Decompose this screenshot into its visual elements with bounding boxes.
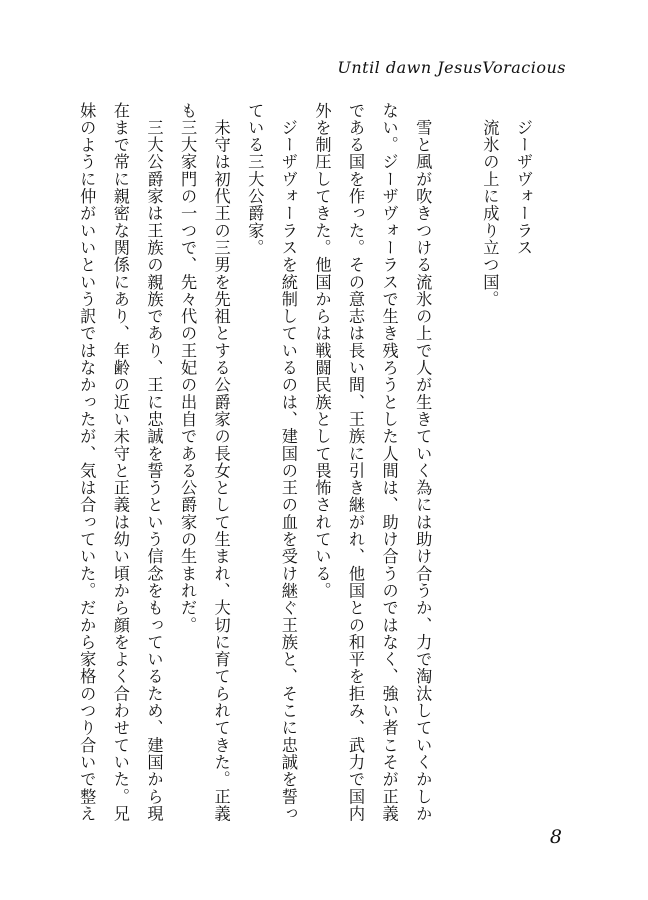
text-line: 妹のように仲がいいという訳ではなかったが、気は合っていた。だから家格のつり合いで整え bbox=[77, 102, 97, 823]
text-line: 未守は初代王の三男を先祖とする公爵家の長女として生まれ、大切に育てられてきた。正義 bbox=[211, 102, 231, 823]
running-header: Until dawn JesusVoracious bbox=[337, 58, 566, 77]
text-line: 外を制圧してきた。他国からは戦闘民族として畏怖されている。 bbox=[312, 102, 332, 600]
text-line: 流氷の上に成り立つ国。 bbox=[480, 102, 500, 308]
text-line: 雪と風が吹きつける流氷の上で人が生きていく為には助け合うか、力で淘汰していくかしか bbox=[413, 102, 433, 823]
text-line: 在まで常に親密な関係にあり、年齢の近い未守と正義は幼い頃から顔をよく合わせていた。兄 bbox=[110, 102, 130, 823]
text-line: 三大公爵家は王族の親族であり、王に忠誠を誓うという信念をもっているため、建国から現 bbox=[144, 102, 164, 823]
text-line: ジーザヴォーラス bbox=[514, 102, 533, 257]
text-line-blank bbox=[439, 102, 473, 814]
text-line: ジーザヴォーラスを統制しているのは、建国の王の血を受け継ぐ王族と、そこに忠誠を誓っ bbox=[278, 102, 298, 823]
text-line: ている三大公爵家。 bbox=[245, 102, 265, 257]
text-line: も三大家門の一つで、先々代の王妃の出自である公爵家の生まれだ。 bbox=[178, 102, 198, 634]
text-line: である国を作った。その意志は長い間、王族に引き継がれ、他国との和平を拒み、武力で国内 bbox=[346, 102, 366, 823]
page-number: 8 bbox=[549, 826, 562, 848]
body-text bbox=[70, 102, 540, 823]
text-line: ない。ジーザヴォーラスで生き残ろうとした人間は、助け合うのではなく、強い者こそが正義 bbox=[379, 102, 399, 823]
